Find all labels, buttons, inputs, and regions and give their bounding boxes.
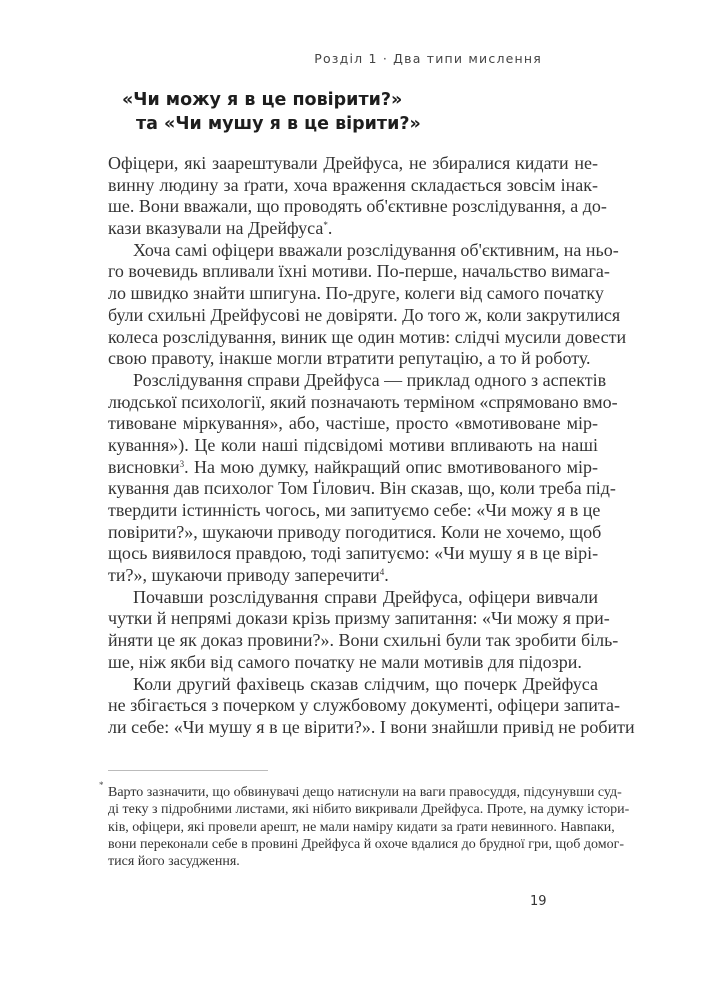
text-line bbox=[108, 153, 598, 175]
text-run: ків, офіцери, які провели арешт, не мали наміру кидати за ґрати невинного. Навпаки, bbox=[108, 819, 615, 835]
text-run: ше, ніж якби від самого початку не мали мотивів для підозри. bbox=[108, 651, 582, 672]
text-run: ше. Вони вважали, що проводять об'єктивне розслідування, а до- bbox=[108, 196, 607, 217]
text-line bbox=[108, 175, 598, 197]
section-heading bbox=[122, 88, 421, 136]
text-run: щось виявилося правдою, тоді запитуємо: «Чи мушу я в це вірі- bbox=[108, 543, 599, 564]
text-line bbox=[108, 304, 621, 327]
text-run: тивоване міркування», або, частіше, просто «вмотивоване мір- bbox=[108, 413, 598, 434]
footnote-mark: * bbox=[99, 780, 104, 790]
footnote-reference[interactable]: 3 bbox=[179, 458, 185, 469]
text-line bbox=[108, 391, 618, 414]
text-run: не збігається з почерком у службовому документі, офіцери запита- bbox=[108, 695, 620, 716]
text-line bbox=[108, 695, 620, 717]
text-run: йняти це як доказ провини?». Вони схильні були так зробити біль- bbox=[108, 630, 619, 651]
text-run: колеса розслідування, виник ще один мотив: слідчі мусили довести bbox=[108, 326, 627, 347]
text-line bbox=[108, 435, 598, 457]
text-run: свою правоту, інакше могли втратити репутацію, а то й роботу. bbox=[108, 348, 591, 369]
text-line bbox=[108, 674, 598, 696]
text-line bbox=[108, 716, 635, 739]
text-line bbox=[108, 608, 610, 630]
text-line bbox=[108, 543, 598, 565]
page-number: 19 bbox=[530, 894, 547, 909]
text-run: Почавши розслідування справи Дрейфуса, офіцери вивчали bbox=[133, 586, 598, 607]
text-line bbox=[108, 801, 630, 818]
text-line bbox=[108, 457, 598, 479]
text-run: людської психології, який позначають терміном «спрямовано вмо- bbox=[108, 391, 618, 412]
text-run: кування дав психолог Том Ґілович. Він сказав, що, коли треба під- bbox=[108, 478, 616, 499]
text-run: Розслідування справи Дрейфуса — приклад одного з аспектів bbox=[133, 369, 607, 390]
text-run: кази вказували на Дрейфуса bbox=[108, 218, 324, 239]
text-line bbox=[108, 853, 598, 870]
text-line bbox=[108, 413, 598, 435]
text-line bbox=[108, 784, 622, 801]
text-line bbox=[108, 565, 598, 587]
section-heading-line-2: та «Чи мушу я в це вірити?» bbox=[136, 114, 421, 134]
footnote-reference[interactable]: 4 bbox=[379, 567, 385, 578]
body-text bbox=[108, 153, 635, 739]
text-line bbox=[108, 587, 598, 609]
text-line bbox=[108, 218, 598, 240]
text-run: були схильні Дрейфусові не довіряти. До того ж, коли закрутилися bbox=[108, 304, 621, 325]
text-run: висновки bbox=[108, 456, 180, 477]
text-line bbox=[108, 819, 615, 836]
text-line bbox=[108, 652, 598, 674]
footnote-text bbox=[108, 784, 630, 870]
running-head: Розділ 1 · Два типи мислення bbox=[314, 51, 542, 66]
text-line bbox=[108, 630, 619, 652]
text-line bbox=[108, 521, 602, 544]
text-line bbox=[108, 196, 607, 218]
text-line bbox=[108, 836, 625, 853]
text-line bbox=[108, 500, 601, 522]
text-run: повірити?», шукаючи приводу погодитися. Коли не хочемо, щоб bbox=[108, 521, 602, 542]
text-run: вони переконали себе в провині Дрейфуса й охоче вдалися до брудної гри, щоб домог- bbox=[108, 836, 625, 852]
text-line bbox=[108, 283, 604, 305]
text-run: Варто зазначити, що обвинувачі дещо натиснули на ваги правосуддя, підсунувши суд- bbox=[108, 785, 622, 800]
section-heading-line-1: «Чи можу я в це повірити?» bbox=[122, 90, 403, 110]
text-run: Офіцери, які заарештували Дрейфуса, не збиралися кидати не- bbox=[108, 153, 598, 173]
text-run: Хоча самі офіцери вважали розслідування об'єктивним, на ньо- bbox=[133, 239, 619, 260]
text-run: чутки й непрямі докази крізь призму запитання: «Чи можу я при- bbox=[108, 608, 610, 629]
text-run: ти?», шукаючи приводу заперечити bbox=[108, 565, 380, 586]
text-run: винну людину за ґрати, хоча враження складається зовсім інак- bbox=[108, 174, 598, 195]
text-run: го вочевидь впливали їхні мотиви. По-перше, начальство вимага- bbox=[108, 261, 610, 282]
text-line bbox=[108, 239, 619, 262]
text-run: . bbox=[327, 218, 333, 239]
text-run: ло швидко знайти шпигуна. По-друге, колеги від самого початку bbox=[108, 283, 604, 304]
text-run: твердити істинність чогось, ми запитуємо себе: «Чи можу я в це bbox=[108, 500, 601, 520]
text-run: . bbox=[384, 565, 389, 586]
text-run: Коли другий фахівець сказав слідчим, що почерк Дрейфуса bbox=[133, 673, 598, 694]
text-run: ли себе: «Чи мушу я в це вірити?». І вони знайшли привід не робити bbox=[108, 716, 635, 737]
text-line bbox=[108, 326, 627, 349]
text-run: . На мою думку, найкращий опис вмотивованого мір- bbox=[184, 456, 598, 477]
text-run: ді теку з підробними листами, які нібито викривали Дрейфуса. Проте, на думку істори- bbox=[108, 802, 630, 818]
text-line bbox=[108, 348, 598, 370]
text-line bbox=[108, 369, 607, 392]
text-run: тися його засудження. bbox=[108, 854, 240, 870]
text-run: кування»). Це коли наші підсвідомі мотиви впливають на наші bbox=[108, 434, 598, 455]
text-line bbox=[108, 261, 610, 283]
footnote-divider bbox=[108, 770, 268, 771]
text-line bbox=[108, 478, 616, 500]
footnote-reference[interactable]: * bbox=[323, 220, 328, 231]
